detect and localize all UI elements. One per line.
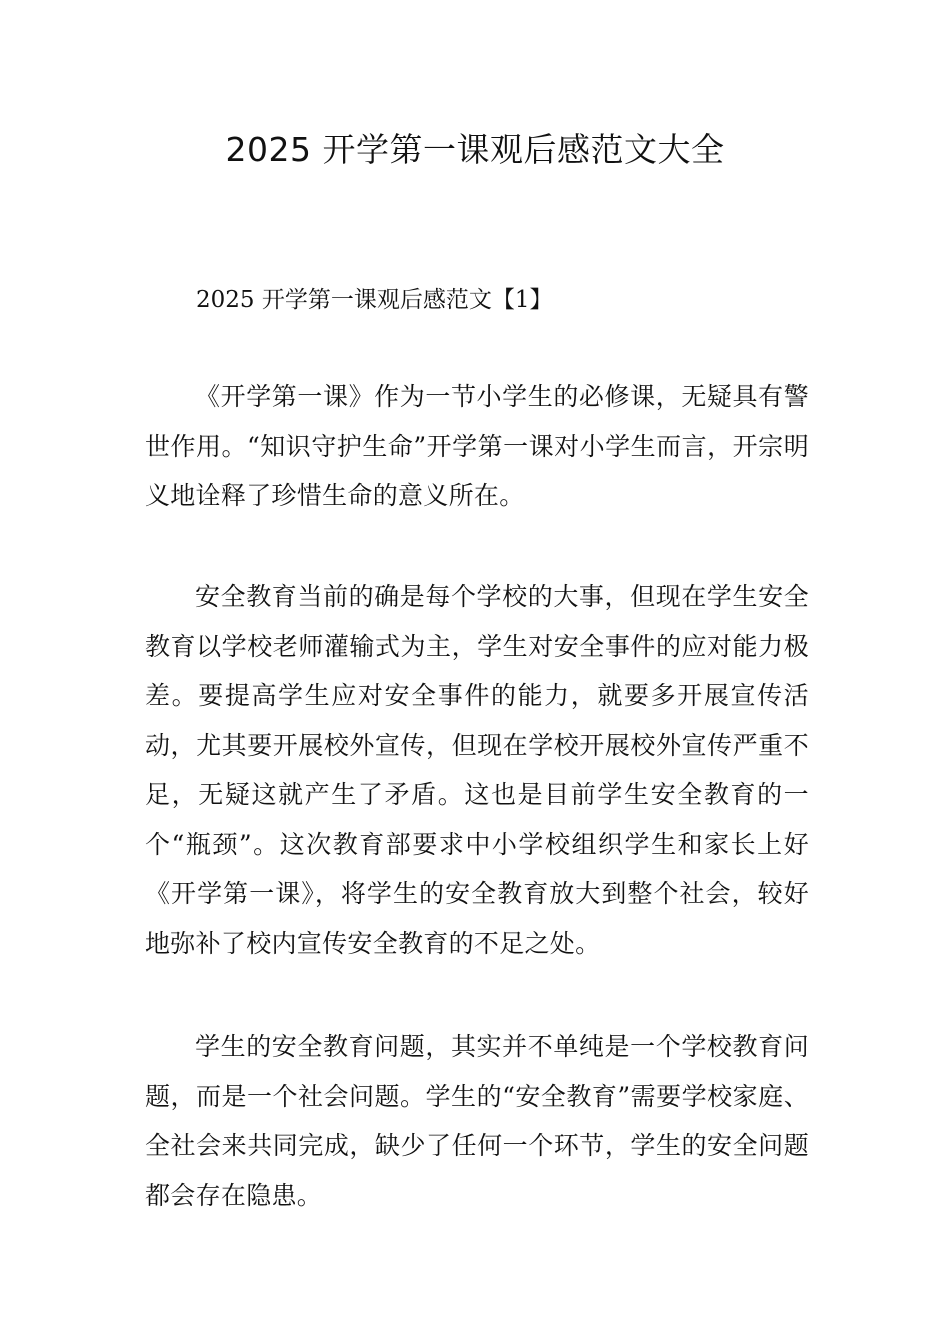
paragraph-2: 安全教育当前的确是每个学校的大事，但现在学生安全教育以学校老师灌输式为主，学生对安全事件的应对能力极差。要提高学生应对安全事件的能力，就要多开展宣传活动，尤其要开展校外宣传，但现在学校开展校外宣传严重不足，无疑这就产生了矛盾。这也是目前学生安全教育的一个“瓶颈”。这次教育部要求中小学校组织学生和家长上好《开学第一课》，将学生的安全教育放大到整个社会，较好地弥补了校内宣传安全教育的不足之处。 <box>145 582 809 958</box>
section-heading: 2025 开学第一课观后感范文【1】 <box>196 287 553 313</box>
paragraph-3: 学生的安全教育问题，其实并不单纯是一个学校教育问题，而是一个社会问题。学生的“安全教育”需要学校家庭、全社会来共同完成，缺少了任何一个环节，学生的安全问题都会存在隐患。 <box>145 1032 809 1210</box>
paragraph-1: 《开学第一课》作为一节小学生的必修课，无疑具有警世作用。“知识守护生命”开学第一课对小学生而言，开宗明义地诠释了珍惜生命的意义所在。 <box>145 382 809 510</box>
document-title: 2025 开学第一课观后感范文大全 <box>225 130 725 169</box>
